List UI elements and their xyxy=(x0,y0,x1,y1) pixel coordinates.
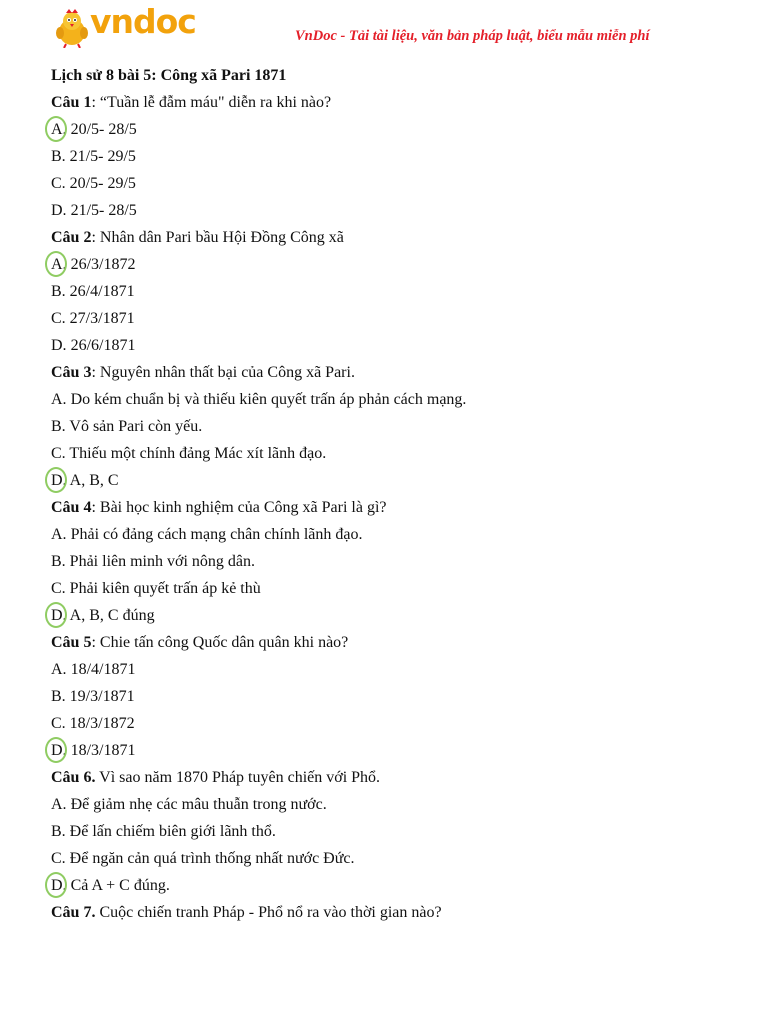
option-letter: C. xyxy=(51,715,66,732)
answer-option xyxy=(51,656,731,683)
answer-option xyxy=(51,440,731,467)
answer-circle-mark xyxy=(45,872,67,898)
question-7 xyxy=(51,899,731,926)
answer-option xyxy=(51,548,731,575)
option-text: 19/3/1871 xyxy=(65,688,135,705)
answer-option xyxy=(51,683,731,710)
answer-option xyxy=(51,845,731,872)
question-text: Nguyên nhân thất bại của Công xã Pari. xyxy=(95,364,355,381)
question-separator: : xyxy=(91,364,96,381)
document-body xyxy=(51,62,731,926)
answer-option xyxy=(51,143,731,170)
question-separator: : xyxy=(91,634,96,651)
answer-option xyxy=(51,872,731,899)
answer-option xyxy=(51,521,731,548)
option-letter: B. xyxy=(51,823,66,840)
option-text: 18/4/1871 xyxy=(66,661,136,678)
option-letter: C. xyxy=(51,580,66,597)
question-text: Chie tấn công Quốc dân quân khi nào? xyxy=(95,634,349,651)
question-text: Bài học kinh nghiệm của Công xã Pari là gì? xyxy=(95,499,387,516)
option-text: 27/3/1871 xyxy=(65,310,135,327)
option-letter: A. xyxy=(51,391,67,408)
answer-circle-mark xyxy=(45,467,67,493)
option-text: Vô sản Pari còn yếu. xyxy=(65,418,203,435)
question-label: Câu 1 xyxy=(51,94,92,111)
answer-option xyxy=(51,332,731,359)
option-letter: C. xyxy=(51,175,66,192)
option-text: 18/3/1871 xyxy=(66,742,136,759)
answer-option xyxy=(51,710,731,737)
option-text: Để lấn chiếm biên giới lãnh thổ. xyxy=(65,823,276,840)
question-text: Vì sao năm 1870 Pháp tuyên chiến với Phổ. xyxy=(95,769,381,786)
answer-circle-mark xyxy=(45,116,67,142)
option-text: Do kém chuẩn bị và thiếu kiên quyết trấn áp phản cách mạng. xyxy=(66,391,467,408)
option-text: 18/3/1872 xyxy=(65,715,135,732)
option-text: Để ngăn cản quá trình thống nhất nước Đức. xyxy=(65,850,355,867)
question-5 xyxy=(51,629,731,656)
option-letter: C. xyxy=(51,850,66,867)
answer-option xyxy=(51,278,731,305)
option-letter: A. xyxy=(51,121,67,138)
option-letter: D. xyxy=(51,607,67,624)
vndoc-logo[interactable] xyxy=(52,2,197,48)
answer-option xyxy=(51,305,731,332)
chicken-mascot-icon xyxy=(52,8,92,48)
option-letter: C. xyxy=(51,445,66,462)
question-1 xyxy=(51,89,731,116)
question-text: “Tuần lễ đẫm máu" diễn ra khi nào? xyxy=(95,94,332,111)
option-text: Phải kiên quyết trấn áp kẻ thù xyxy=(65,580,261,597)
option-letter: B. xyxy=(51,553,66,570)
option-letter: D. xyxy=(51,742,67,759)
option-letter: B. xyxy=(51,283,66,300)
option-text: 21/5- 28/5 xyxy=(66,202,137,219)
option-text: Phải liên minh với nông dân. xyxy=(65,553,256,570)
option-text: Thiếu một chính đảng Mác xít lãnh đạo. xyxy=(65,445,327,462)
answer-circle-mark xyxy=(45,602,67,628)
question-label: Câu 7. xyxy=(51,904,96,921)
answer-option xyxy=(51,170,731,197)
answer-option xyxy=(51,602,731,629)
page-header xyxy=(0,0,768,56)
question-3 xyxy=(51,359,731,386)
question-label: Câu 5 xyxy=(51,634,92,651)
option-letter: C. xyxy=(51,310,66,327)
answer-option xyxy=(51,737,731,764)
answer-circle-mark xyxy=(45,737,67,763)
option-letter: B. xyxy=(51,148,66,165)
option-letter: D. xyxy=(51,472,67,489)
question-text: Cuộc chiến tranh Pháp - Phổ nổ ra vào thời gian nào? xyxy=(95,904,442,921)
question-separator: : xyxy=(91,229,96,246)
brand-wordmark: vndoc xyxy=(90,2,196,41)
option-text: A, B, C xyxy=(66,472,119,489)
question-separator: : xyxy=(91,94,96,111)
answer-option xyxy=(51,386,731,413)
answer-option xyxy=(51,575,731,602)
option-text: A, B, C đúng xyxy=(66,607,155,624)
answer-option xyxy=(51,791,731,818)
answer-option xyxy=(51,467,731,494)
answer-option xyxy=(51,251,731,278)
option-letter: A. xyxy=(51,526,67,543)
option-text: 26/4/1871 xyxy=(65,283,135,300)
answer-option xyxy=(51,197,731,224)
answer-option xyxy=(51,818,731,845)
answer-circle-mark xyxy=(45,251,67,277)
site-tagline: VnDoc - Tải tài liệu, văn bản pháp luật, biểu mẫu miễn phí xyxy=(295,28,650,44)
question-2 xyxy=(51,224,731,251)
option-text: 20/5- 28/5 xyxy=(66,121,137,138)
option-letter: A. xyxy=(51,796,67,813)
option-text: 20/5- 29/5 xyxy=(65,175,136,192)
option-text: Cả A + C đúng. xyxy=(66,877,170,894)
option-letter: D. xyxy=(51,877,67,894)
option-letter: A. xyxy=(51,256,67,273)
question-label: Câu 3 xyxy=(51,364,92,381)
option-text: 21/5- 29/5 xyxy=(65,148,136,165)
option-text: Phải có đảng cách mạng chân chính lãnh đạo. xyxy=(66,526,363,543)
option-letter: B. xyxy=(51,418,66,435)
option-letter: A. xyxy=(51,661,67,678)
question-label: Câu 6. xyxy=(51,769,96,786)
question-label: Câu 4 xyxy=(51,499,92,516)
answer-option xyxy=(51,413,731,440)
option-letter: D. xyxy=(51,202,67,219)
option-text: Để giảm nhẹ các mâu thuẫn trong nước. xyxy=(66,796,327,813)
option-text: 26/3/1872 xyxy=(66,256,136,273)
question-separator: : xyxy=(91,499,96,516)
question-6 xyxy=(51,764,731,791)
page-title: Lịch sử 8 bài 5: Công xã Pari 1871 xyxy=(51,67,287,84)
option-letter: D. xyxy=(51,337,67,354)
answer-option xyxy=(51,116,731,143)
option-text: 26/6/1871 xyxy=(66,337,136,354)
question-text: Nhân dân Pari bầu Hội Đồng Công xã xyxy=(95,229,344,246)
option-letter: B. xyxy=(51,688,66,705)
question-label: Câu 2 xyxy=(51,229,92,246)
question-4 xyxy=(51,494,731,521)
